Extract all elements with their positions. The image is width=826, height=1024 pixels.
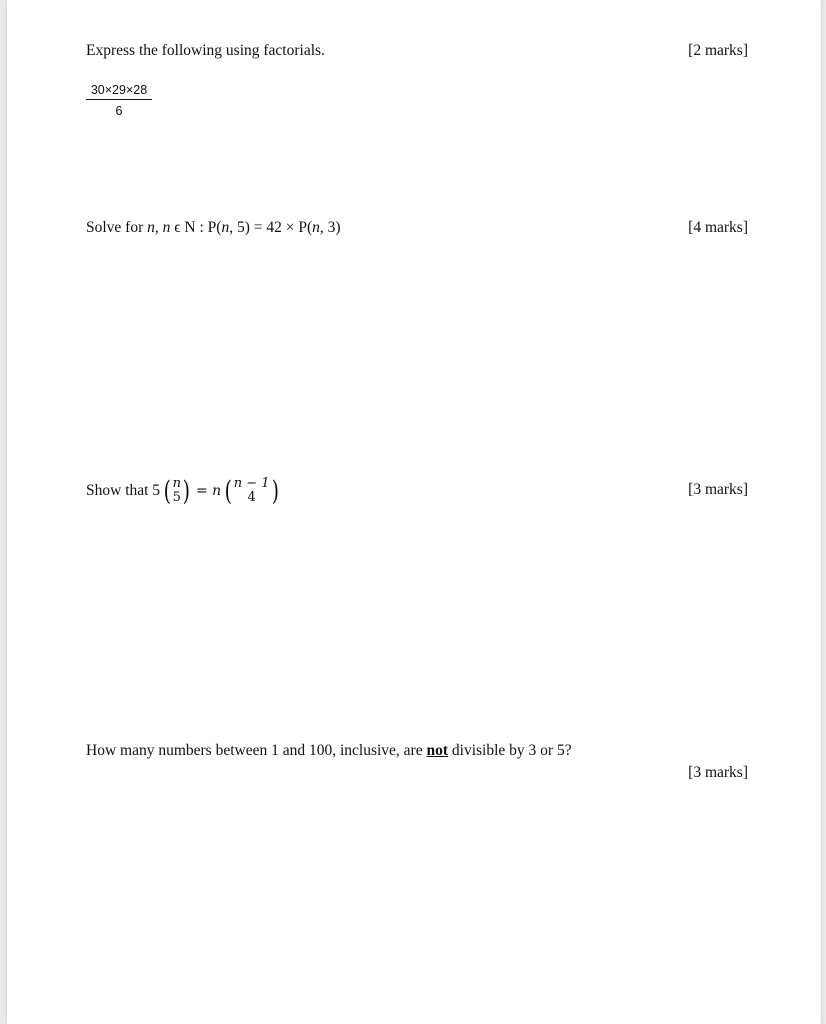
question-1-marks: [2 marks] [688, 42, 748, 59]
question-4-marks: [3 marks] [688, 764, 748, 781]
binom2-top: n − 1 [233, 476, 270, 491]
binom1-bottom: 5 [172, 490, 181, 505]
q2-var-n-2: n [162, 219, 171, 236]
q4-after: divisible by 3 or 5? [448, 742, 572, 759]
right-paren: ) [182, 475, 190, 507]
q2-mid1: , 5) = 42 × P( [229, 219, 313, 236]
fraction-numerator: 30×29×28 [86, 83, 152, 100]
question-2-marks: [4 marks] [688, 219, 748, 236]
question-1-text: Express the following using factorials. [86, 42, 325, 59]
binomial-n-minus-1-choose-4 [223, 477, 280, 505]
q2-set-part: ϵ N : P( [170, 219, 222, 236]
question-3-text [86, 474, 280, 508]
question-2-text [86, 219, 341, 237]
left-paren: ( [224, 475, 233, 507]
q2-comma: , [154, 219, 163, 236]
q2-prefix: Solve for [86, 219, 148, 236]
binomial-n-choose-5 [162, 477, 191, 505]
q3-coef: n [212, 483, 222, 499]
binom1-top: n [172, 476, 181, 491]
fraction-denominator: 6 [115, 104, 123, 118]
question-1-fraction [86, 83, 152, 118]
q2-mid2: , 3) [319, 219, 341, 236]
q4-before: How many numbers between 1 and 100, inclusive, are [86, 742, 427, 759]
q2-var-n-3: n [221, 219, 230, 236]
document-page [7, 0, 821, 1024]
binom2-bottom: 4 [247, 490, 256, 505]
q4-emphasis: not [426, 742, 449, 759]
right-paren: ) [271, 475, 279, 507]
q3-equals: = [191, 483, 213, 499]
q2-var-n: n [147, 219, 155, 236]
left-paren: ( [163, 475, 172, 507]
q3-prefix: Show that 5 [86, 482, 161, 499]
q2-var-n-4: n [312, 219, 320, 236]
question-4-text [86, 742, 572, 760]
question-3-marks: [3 marks] [688, 481, 748, 498]
